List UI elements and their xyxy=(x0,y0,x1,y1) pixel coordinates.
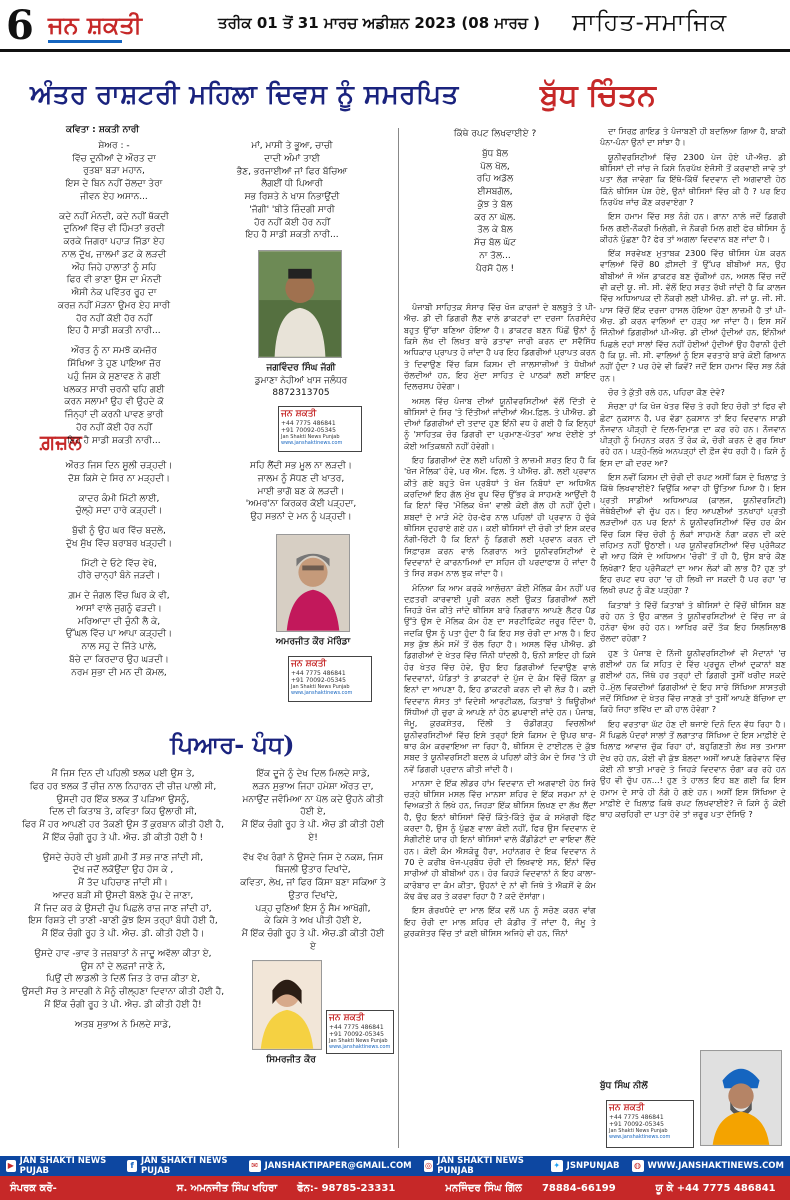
globe-icon: ◍ xyxy=(632,1160,644,1172)
article-paragraph: ਅਸਲ ਵਿੱਚ ਪੰਜਾਬ ਦੀਆਂ ਯੂਨੀਵਰਸਿਟੀਆਂ ਵੱਲੋਂ ਦਿੱਤੀ ਦੇ ਥੀਸਿਸਾਂ ਦੇ ਸਿਰ 'ਤੇ ਦਿੱਤੀਆਂ ਜਾਂਦੀਆਂ ਐਮ.ਫ਼ਿਲ. ਤੇ ਪੀਐਚ. ਡੀ ਦੀਆਂ ਡਿਗਰੀਆਂ ਦੀ ਤਦਾਦ ਹੁਣ ਇੰਨੀ ਵਧ ਹੋ ਗਈ ਹੈ ਕਿ ਇਨ੍ਹਾਂ ਨੂੰ 'ਸਾਹਿਤਕ ਚੋਰ ਡਿਗਰੀ ਦਾ ਪ੍ਰਮਾਣ-ਪੱਤਰ' ਆਖ ਦੇਈਏ ਤਾਂ ਕੋਈ ਅਤਿਕਥਨੀ ਨਹੀਂ ਹੋਵੇਗੀ। xyxy=(404,395,596,451)
ghazal-line: ਸਹਿ ਲੈਂਦੀ ਸਭ ਮੂਲ ਨਾ ਲੜਦੀ। xyxy=(250,461,352,471)
poem-line: ਮੈਂ ਇੱਕ ਚੰਗੀ ਰੂਹ ਤੇ ਪੀ. ਐਚ.ਡੀ ਕੀਤੀ ਹੋਈ ਏ xyxy=(241,929,385,952)
poem-line: ਫਿਰ ਮੈਂ ਹਰ ਆਪਣੀ ਹਰ ਤੱਕਣੀ ਉਸ ਤੋਂ ਕੁਰਬਾਨ ਕੀਤੀ ਹੋਈ ਹੈ, xyxy=(22,820,224,831)
ghazal-line: ਉੱਘਲ ਵਿੱਚ ਪਾ ਆਪਾ ਕੜ੍ਹਦੀ। xyxy=(65,629,173,640)
poem-line: ਮੈਂ ਤੱਦ ਪਹਿਚਾਣ ਜਾਂਦੀ ਸੀ। xyxy=(78,878,168,889)
ad-phone-2: +91 70092-05345 xyxy=(329,1030,384,1038)
ghazal-line: ਨਰਮ ਸੁਭਾ ਦੀ ਮਨ ਦੀ ਕੋਮਲ, xyxy=(71,667,167,678)
verse-line: ਬੁੱਧ ਬੋਲ xyxy=(482,148,508,159)
ghazal-line: ਮਰਿਆਦਾ ਦੀ ਚੁੰਨੀ ਲੈ ਕੇ, xyxy=(77,616,161,627)
ghazal-poem-right xyxy=(226,460,376,524)
poem-line: ਕਦੇ ਨਹੀਂ ਮੰਨਦੀ, ਕਦੇ ਨਹੀਂ ਥੱਕਦੀ xyxy=(59,211,169,222)
ghazal-line: ਬੱਚੇ ਦਾ ਕਿਰਦਾਰ ਉਹ ਘੜਦੀ। xyxy=(69,654,169,665)
poem-line: ਪਿਉਂ ਦੀ ਲਾਡਲੀ ਤੇ ਦਿਲੋਂ ਜਿਤ ਤੇ ਰਾਜ਼ ਕੀਤਾ ਏ, xyxy=(46,974,200,985)
poem-line: ਪੜ੍ਹ ਚੁਣਿਆਂ ਇਸ ਨੂੰ ਸੈਮ ਆਖੋਗੀ, xyxy=(255,903,371,914)
social-footer xyxy=(0,1156,790,1176)
article-paragraph: ਯੂਨੀਵਰਸਿਟੀਆਂ ਵਿੱਚ 2300 ਪੇਜ ਹੋਏ ਪੀ-ਐਚ. ਡੀ ਥੀਸਿਸਾਂ ਦੀ ਜਾਂਚ ਜੇ ਕਿਸੇ ਨਿਰਪੱਖ ਏਜੰਸੀ ਤੋਂ ਕਰਵਾਈ ਜਾਵੇ ਤਾਂ ਪਤਾ ਲੱਗ ਜਾਵੇਗਾ ਕਿ ਇੱਥੇ-ਕਿੱਥੋਂ ਵਿਦਵਾਨ ਦੀ ਅਗਵਾਈ ਹੇਠ ਕਿੰਨੇ ਥੀਸਿਸ ਪੇਸ਼ ਹੋਏ, ਉਨਾਂ ਥੀਸਿਸਾਂ ਵਿੱਚ ਕੀ ਹੈ ? ਪਰ ਇਹ ਨਿਰਪੱਖ ਜਾਂਚ ਕੌਣ ਕਰਵਾਏਗਾ ? xyxy=(600,151,786,207)
footer-email-label: JANSHAKTIPAPER@GMAIL.COM xyxy=(264,1161,412,1171)
ghazal-line: ਜਾਲਮ ਨੂੰ ਸੋਧਣ ਦੀ ਖਾਤਰ, xyxy=(257,473,345,484)
ad-website: www.janshaktinews.com xyxy=(291,690,353,697)
poem-line: 'ਜੱਗੀ' 'ਬੀਤੇ ਜ਼ਿੰਦਗੀ ਸਾਰੀ xyxy=(249,204,335,215)
footer-instagram[interactable] xyxy=(418,1156,545,1176)
poem-line xyxy=(12,941,234,948)
poem-line xyxy=(14,338,214,345)
author-name: ਜਗਵਿੰਦਰ ਸਿੰਘ ਜੱਗੀ xyxy=(266,363,336,373)
ghazal-line xyxy=(14,583,224,590)
poem-line: ਉਸਦੀ ਸੋਚ ਤੇ ਸਾਦਗੀ ਨੇ ਮੈਨੂੰ ਚੀਲ੍ਹਣਾ ਦਿਵਾਨਾ ਕੀਤੀ ਹੋਈ ਹੈ, xyxy=(21,987,225,998)
poem-line: ਇਹ ਹੈ ਸਾਡੀ ਸ਼ਕਤੀ ਨਾਰੀ... xyxy=(67,435,161,446)
poem-line: ਉਸਦੇ ਹਾਵ -ਭਾਵ ਤੇ ਜਜ਼ਬਾਤਾਂ ਨੇ ਜਾਦੂ ਅਵੱਲਾ ਕੀਤਾ ਏ, xyxy=(34,948,212,959)
poem-line: ਕਰਨ ਸਲਾਮਾਂ ਉਹ ਵੀ ਉਹਦੇ ਕੋ xyxy=(64,397,164,408)
poem-line: ਮੈਂ ਜਿਸ ਦਿਨ ਦੀ ਪਹਿਲੀ ਝਲਕ ਪਈ ਉਸ ਤੇ, xyxy=(51,769,195,779)
contact-name-1: ਸ. ਅਮਨਜੀਤ ਸਿੰਘ ਖਹਿਰਾ xyxy=(176,1182,278,1194)
person-photo-icon xyxy=(253,961,321,1049)
verse-line: ਪੋਲ ਖੋਲ, xyxy=(480,161,510,172)
author-photo-jagwinder xyxy=(258,250,342,358)
poem-line: ਸਿੱਖਿਆ ਤੇ ਹੁਣ ਪਾਇਆ ਜ਼ੋਰ xyxy=(67,359,161,370)
person-photo-icon xyxy=(277,535,349,631)
poem-line xyxy=(14,204,214,211)
poem-line: ਦੁੱਖ ਜਦੋਂ ਲਕੋਉਂਦਾ ਉਹ ਹੱਸ ਕੇ , xyxy=(72,865,174,876)
author-name: ਬੁੱਧ ਸਿੰਘ ਨੀਲੋਂ xyxy=(600,1081,648,1091)
poem-line: ਨਾਲ ਦੁੱਖ, ਜ਼ਾਲਮਾਂ ਡਟ ਕੇ ਲੜਦੀ xyxy=(61,249,167,260)
ad-logo: ਜਨ ਸ਼ਕਤੀ xyxy=(609,1103,645,1113)
poem-line: ਵਿੱਚ ਦੁਨੀਆਂ ਦੇ ਔਰਤ ਦਾ xyxy=(72,153,156,164)
masthead xyxy=(0,0,790,52)
article-paragraph: ਇਸ ਗੋਰਖਧੰਦੇ ਦਾ ਮਾਲ ਇੱਕ ਵਲੋਂ ਪਨ ਨੂੰ ਸਚੋਣ ਕਰਨ ਵਾਂਗ ਇਹ ਚੋਰੀ ਦਾ ਮਾਲ ਸ਼ਹਿਰ ਦੀ ਕੰਡੀਰ ਤੋਂ ਜਾਂਦਾ ਹੈ, ਜੰਮੂ ਤੇ ਕੁਰਕਸ਼ੇਤਰ ਵਿੱਚ ਤਾਂ ਕਈ ਥੀਸਿਸ ਅਜਿਹੇ ਵੀ ਹਨ, ਜਿੰਨਾਂ xyxy=(404,905,596,938)
poem-line: ਕਰਜ਼ ਨਹੀਂ ਮੋੜਨਾ ਉਮਰ ਏਹ ਸਾਰੀ xyxy=(57,300,171,311)
poem-line: ਦੁਨਿਆਂ ਵਿੱਚ ਵੀ ਹਿੰਮਤਾਂ ਭਰਦੀ xyxy=(63,224,165,235)
ad-subtitle: Jan Shakti News Punjab xyxy=(291,684,350,691)
ghazal-line: ਦੋਸ਼ ਕਿਸੇ ਦੇ ਸਿਰ ਨਾ ਮੜ੍ਹਦੀ। xyxy=(68,473,170,484)
ad-phone-2: +91 70092-05345 xyxy=(609,1120,664,1128)
ad-subtitle: Jan Shakti News Punjab xyxy=(609,1128,668,1135)
author-photo-budh xyxy=(700,1050,782,1146)
footer-facebook-label: JAN SHAKTI NEWS PUJAB xyxy=(140,1156,228,1176)
contact-phone-1: ਫੋਨ:- 98785-23331 xyxy=(297,1182,396,1194)
piar-pandh-poem xyxy=(12,768,234,1032)
budh-intro-lines xyxy=(440,128,550,275)
poem-line: ਇਹ ਹੈ ਸਾਡੀ ਸ਼ਕਤੀ ਨਾਰੀ... xyxy=(67,326,161,337)
jan-shakti-ad-4 xyxy=(606,1100,694,1148)
poem-lines xyxy=(14,140,214,448)
poem-line: ਮੈਂ ਜਿਦ ਕਰ ਕੇ ਉਸਦੀ ਚੁੱਪ ਪਿਛਲੇ ਰਾਜ਼ ਜਾਣ ਜਾਂਦੀ ਹਾਂ, xyxy=(34,903,212,914)
budh-chintan-heading: ਬੁੱਧ ਚਿੰਤਨ xyxy=(540,78,656,113)
ad-logo: ਜਨ ਸ਼ਕਤੀ xyxy=(281,409,317,419)
article-paragraph: ਇੱਕ ਸਰਵੇਖਣ ਮੁਤਾਬਕ 2300 ਵਿੱਚ ਥੀਸਿਸ ਪੇਸ਼ ਕਰਨ ਵਾਲਿਆਂ ਵਿੱਚੋਂ 80 ਫ਼ੀਸਦੀ ਤੋਂ ਉੱਪਰ ਬੀਬੀਆਂ ਸਨ, ਉਹ ਬੀਬੀਆਂ ਜੋ ਅੱਜ ਡਾਕਟਰ ਬਣ ਚੁੱਕੀਆਂ ਹਨ, ਅਸਲ ਵਿੱਚ ਜਦੋਂ ਵੀ ਕਦੀ ਯੂ. ਜੀ. ਸੀ. ਵੱਲੋਂ ਇਹ ਸਰਤ ਰੱਖੀ ਜਾਂਦੀ ਹੈ ਕਿ ਕਾਲਜ ਵਿੱਚ ਅਧਿਆਪਕ ਦੀ ਨੌਕਰੀ ਲਈ ਪੀਐਚ. ਡੀ. ਜਾਂ ਯੂ. ਜੀ. ਸੀ. ਪਾਸ ਵਿੱਚੋਂ ਇੱਕ ਦਰਜਾ ਹਾਸਲ ਹੋਇਆ ਹੋਣਾ ਲਾਜ਼ਮੀ ਹੈ ਤਾਂ ਪੀ-ਐਚ. ਡੀ ਕਰਨ ਵਾਲਿਆਂ ਦਾ ਹੜ੍ਹ ਆ ਜਾਂਦਾ ਹੈ। ਇਸ ਸਮੇਂ ਜਿੰਨੀਆਂ ਡਿਗਰੀਆਂ ਪੀ-ਐਚ. ਡੀ ਦੀਆਂ ਹੁੰਦੀਆਂ ਹਨ, ਇੰਨੀਆਂ ਪਿਛਲੇ ਦਹਾਂ ਸਾਲਾਂ ਵਿੱਚ ਨਹੀਂ ਹੋਈਆਂ ਹੁੰਦੀਆਂ ਉਹ ਹੈਰਾਨੀ ਹੁੰਦੀ ਹੈ ਕਿ ਯੂ. ਜੀ. ਸੀ. ਵਾਲਿਆਂ ਨੂੰ ਇਸ ਵਰਤਾਰੇ ਬਾਰੇ ਕੋਈ ਗਿਆਨ ਨਹੀਂ ਹੁੰਦਾ ? ਪਰ ਹੋਵੇ ਵੀ ਕਿਵੇਂ? ਜਦੋਂ ਇਸ ਹਮਾਮ ਵਿੱਚ ਸਭ ਨੰਗੇ ਹਨ। xyxy=(600,248,786,383)
poem-line: ਮੈਂ ਇੱਕ ਚੰਗੀ ਰੂਹ ਤੇ ਪੀ. ਐਚ. ਡੀ. ਕੀਤੀ ਹੋਈ ਹੈ। xyxy=(41,929,205,940)
verse-line xyxy=(440,141,550,148)
column-divider xyxy=(398,128,399,1148)
contact-uk: ਯੂ ਕੇ +44 7775 486841 xyxy=(655,1182,776,1194)
footer-facebook[interactable] xyxy=(121,1156,242,1176)
author-place: ਡੁਮਾਣਾ ਨੇਹੀਆਂ ਖਾਸ ਜਲੰਧਰ xyxy=(254,375,348,386)
ghazal-line: ਦੁੱਖ ਸੁੱਖ ਵਿੱਚ ਬਰਾਬਰ ਖੜ੍ਹਦੀ। xyxy=(65,538,173,549)
footer-website[interactable] xyxy=(626,1156,790,1176)
ghazal-line: ਆਸਾਂ ਵਾਲੇ ਜੁਗਨੂੰ ਫੜਦੀ। xyxy=(76,603,162,614)
edition-date: ਤਰੀਕ 01 ਤੋਂ 31 ਮਾਰਚ ਅਡੀਸ਼ਨ 2023 (08 ਮਾਰਚ ) xyxy=(218,14,540,32)
poem-line: ਲੈਗਈਂ ਧੀ ਪਿਆਰੀ xyxy=(261,179,323,190)
author-name: ਸਿਮਰਜੀਤ ਕੌਰ xyxy=(266,1055,316,1065)
article-paragraph: ਮੰਨਿਆ ਕਿ ਆਮ ਕਰਕੇ ਆਲੋਚਨਾ ਕੋਈ ਮੌਲਿਕ ਕੰਮ ਨਹੀਂ ਪਰ ਦਫ਼ਤਰੀ ਕਾਰਵਾਈ ਪੂਰੀ ਕਰਨ ਲਈ ਉਕਤ ਡਿਗਰੀਆਂ ਲਈ ਜਿਹੜੇ ਖੋਜ ਕੀਤੇ ਜਾਂਦੇ ਥੀਸਿਸ ਬਾਰੇ ਨਿਗਰਾਨ ਆਪਣੇ ਲੈਟਰ ਪੈਡ ਉੱਤੇ ਉਸ ਦੇ ਮੌਲਿਕ ਕੰਮ ਹੋਣ ਦਾ ਸਰਟੀਫਿਕੇਟ ਜ਼ਰੂਰ ਦਿੰਦਾ ਹੈ, ਜਦਕਿ ਉਸ ਨੂੰ ਪਤਾ ਹੁੰਦਾ ਹੈ ਕਿ ਇਹ ਸਭ ਚੋਰੀ ਦਾ ਮਾਲ ਹੈ। ਇਹ ਸਭ ਕੁੱਝ ਲੰਮੇ ਸਮੇਂ ਤੋਂ ਚੱਲ ਰਿਹਾ ਹੈ। ਅਸਲ ਵਿੱਚ ਪੀਐਚ. ਡੀ ਡਿਗਰੀਆਂ ਦੇ ਖੇਤਰ ਵਿੱਚ ਜਿੰਨੀ ਧਾਂਦਲੀ ਹੈ, ਓਨੀ ਸ਼ਾਇਦ ਹੀ ਕਿਸੇ ਹੋਰ ਖੇਤਰ ਵਿੱਚ ਹੋਵੇ, ਉਹ ਇਹ ਡਿਗਰੀਆਂ ਦਿਵਾਉਣ ਵਾਲੇ ਵਿਦਵਾਨਾਂ, ਪੰਡਿਤਾਂ ਤੇ ਡਾਕਟਰਾਂ ਦੇ ਪੁੱਜ ਦੇ ਕੰਮ ਵਿੱਚੋਂ ਕਿੰਨਾ ਕੁ ਇਨਾਂ ਦਾ ਆਪਣਾ ਹੈ, ਇਹ ਡਾਕਟਰੀ ਕਰਨ ਦੀ ਵੀ ਲੋੜ ਹੈ। ਕਈ ਵਿਦਵਾਨ ਸੰਸਤ ਤਾਂ ਵਿਦੇਸ਼ੀ ਆਰਟੀਕਲ, ਕਿਤਾਬਾਂ ਤੇ ਥਿਊਰੀਆਂ ਸਿੱਧੀਆਂ ਹੀ ਚੁਰਾ ਕੇ ਆਪਣੇ ਨਾਂ ਹੇਠ ਛਪਵਾਈ ਜਾਂਦੇ ਹਨ। ਪੰਜਾਬ, ਜੰਮੂ, ਕੁਰਕਸ਼ੇਤਰ, ਦਿੱਲੀ ਤੇ ਚੰਡੀਗੜ੍ਹ ਵਿਚਲੀਆਂ ਯੂਨੀਵਰਸਿਟੀਆਂ ਵਿੱਚ ਇਸੇ ਤਰ੍ਹਾਂ ਇਸੇ ਕਿਸਮ ਦੇ ਉਪਰ ਥਾਰ-ਥਾਰ ਕੰਮ ਕਰਵਾਇਆ ਜਾ ਰਿਹਾ ਹੈ, ਥੀਸਿਸ ਦੇ ਟਾਈਟਲ ਦੇ ਕੁੱਝ ਸਬਦ ਤੇ ਯੂਨੀਵਰਸਿਟੀ ਬਦਲ ਕੇ ਪਹਿਲਾਂ ਕੀਤੇ ਕੰਮ ਦੇ ਸਿਰ 'ਤੇ ਹੀ ਨਵੇਂ ਡਿਗਰੀ ਪ੍ਰਦਾਨ ਕੀਤੀ ਜਾਂਦੀ ਹੈ। xyxy=(404,582,596,774)
piar-pandh-heading: ਪਿਆਰ- ਪੰਧ) xyxy=(170,730,295,759)
verse-line: ਨਾ ਤੋਲ... xyxy=(479,250,511,261)
poem-line: ਸ਼ੇਅਰ : - xyxy=(98,140,130,151)
poem-line: ਰੁਤਬਾ ਬੜਾ ਮਹਾਨ, xyxy=(83,166,145,177)
poem-line: ਜੀਵਨ ਏਹ ਅਸਾਨ... xyxy=(80,191,148,202)
poem-line: ਹੋਰ ਨਹੀਂ ਕੋਈ ਹੋਰ ਨਹੀਂ xyxy=(254,217,330,228)
ghazal-line: ਕਾਦਰ ਕੰਮੀ ਮਿੱਟੀ ਲਾਈ, xyxy=(78,493,160,504)
footer-instagram-label: JAN SHAKTI NEWS PUNJAB xyxy=(437,1156,524,1176)
poem-shakti-nari xyxy=(14,124,214,447)
footer-twitter-label: JSNPUNJAB xyxy=(566,1161,620,1171)
ghazal-line: ਗ਼ਮ ਦੇ ਜੰਗਲ ਵਿੱਚ ਘਿਰ ਕੇ ਵੀ, xyxy=(68,591,170,602)
poem-line: ਪਹੁੰ ਜਿਸ ਕੇ ਸੁਣਾਵਣ ਨੇ ਗਈ xyxy=(67,371,161,382)
poem-line: ਕੇ ਕਿਸੇ ਤੇ ਅਖ ਪੀਤੀ ਹੋਈ ਏ, xyxy=(264,916,362,927)
poem-lines-right xyxy=(222,140,362,242)
poem-line: ਫਿਰ ਹਰ ਝਲਕ ਤੋਂ ਚੀਜ਼ ਨਾਲ ਨਿਹਾਰਨ ਦੀ ਚੀਜ਼ ਪਾਲੀ ਸੀ, xyxy=(29,781,217,792)
jan-shakti-ad-2 xyxy=(288,656,372,702)
ghazal-line xyxy=(14,486,224,493)
author-phone: 8872313705 xyxy=(272,388,330,399)
poem-line: ਅਤਬ ਸੁਭਾਅ ਨੇ ਮਿਲਦੇ ਸਾਡੇ, xyxy=(74,1019,172,1030)
poem-line: ਜਿੰਨ੍ਹਾਂ ਦੀ ਕਰਨੀ ਪਾਵਣ ਭਾਰੀ xyxy=(64,410,164,421)
poem-line: ਖਲਕਤ ਸਾਰੀ ਚਰਨੀ ਢਹਿ ਗਈ xyxy=(63,384,165,395)
poem-line: ਇਸ ਰਿਸ਼ਤੇ ਦੀ ਤਾਣੀ -ਬਾਣੀ ਕੁੱਝ ਇਸ ਤਰ੍ਹਾਂ ਬੰਧੀ ਹੋਈ ਹੈ, xyxy=(28,916,218,927)
poem-line: ਔਰਤ ਨੂੰ ਨਾ ਸਮਝੋ ਕਮਜ਼ੋਰ xyxy=(71,346,157,357)
author-caption-amarjit xyxy=(248,636,378,649)
ad-subtitle: Jan Shakti News Punjab xyxy=(281,434,340,441)
poem-line: ਮੈਂ ਇੱਕ ਚੰਗੀ ਰੂਹ ਤੇ ਪੀ. ਐਚ. ਡੀ ਕੀਤੀ ਹੋਈ ਹੈ ! xyxy=(42,832,204,843)
ad-phone-2: +91 70092-05345 xyxy=(281,426,336,434)
ghazal-line: ਮਿੱਟੀ ਦੇ ਓਟੇ ਵਿੱਚ ਵੇਖੋ, xyxy=(81,558,157,569)
poem-line: ਕਰਕੇ ਜਿਗਰਾ ਪਹਾੜ ਜਿੱਡਾ ਏਹ xyxy=(63,237,165,248)
footer-website-label: WWW.JANSHAKTINEWS.COM xyxy=(647,1161,784,1171)
verse-line: ਈਸਬਗੋਲ, xyxy=(477,187,513,198)
poem-line: ਉਸਦੇ ਚੇਹਰੇ ਦੀ ਖੁਸ਼ੀ ਗ਼ਮੀ ਤੋਂ ਸਭ ਜਾਣ ਜਾਂਦੀ ਸੀ, xyxy=(42,852,204,863)
budh-intro-verse xyxy=(440,128,550,275)
budh-col1-paragraphs xyxy=(404,302,596,939)
poem-line: ਭੈਣ, ਭਰਜਾਈਆਂ ਜਾਂ ਫਿਰ ਬੱਚਿਆ xyxy=(236,166,348,177)
piar-pandh-poem-right xyxy=(238,768,388,954)
poem-line: ਫਿਰ ਵੀ ਭਾਣਾ ਉਸ ਦਾ ਮੰਨਦੀ xyxy=(66,275,162,286)
author-photo-amarjit xyxy=(276,534,350,632)
ghazal-lines xyxy=(14,460,224,679)
ad-phone-1: +44 7775 486841 xyxy=(329,1023,384,1031)
piar-lines-right xyxy=(238,768,388,954)
poem-line: ਐਸੀ ਨੇਕ ਪਵਿੱਤਰ ਰੂਹ ਦਾ xyxy=(71,288,157,299)
contact-label: ਸੰਪਰਕ ਕਰੋ- xyxy=(10,1182,57,1194)
ad-subtitle: Jan Shakti News Punjab xyxy=(329,1038,388,1045)
article-paragraph: ਮਾਨਸਾ ਦੇ ਇੱਕ ਲੀਡਰ ਹਾਂਮ ਵਿਦਵਾਨ ਦੀ ਅਗਵਾਈ ਹੇਠ ਸਿਰੇ ਚੜ੍ਹੇ ਥੀਸਿਸ ਮਸਲ ਵਿੱਚ ਮਾਨਸਾ ਸ਼ਹਿਰ ਦੇ ਇੱਕ ਸਰਮਾ ਨਾਂ ਦੇ ਵਿਅਕਤੀ ਨੇ ਲਿਖੇ ਹਨ, ਜਿਹੜਾ ਇੱਕ ਥੀਸਿਸ ਲਿਖਣ ਦਾ ਲੱਖ ਲੈਂਦਾ ਹੈ, ਉਹ ਇਨਾਂ ਥੀਸਿਸਾਂ ਵਿੱਚੋਂ ਕਿੰਤੇ-ਕਿੰਤੇ ਚੁੱਕ ਕੇ ਸਮੱਗਰੀ ਫਿੱਟ ਕਰਦਾ ਹੈ, ਉਸ ਨੂੰ ਪੁੱਛਣ ਵਾਲਾ ਕੋਈ ਨਹੀਂ, ਫਿਰ ਉਸ ਵਿਦਵਾਨ ਦੇ ਸੰਗੀਟੀਏ ਯਾਰ ਹੀ ਇਨਾਂ ਥੀਸਿਸਾਂ ਵਾਲੇ ਕੈਂਡੀਡੇਟਾਂ ਦਾ ਵਾਇਵਾ ਲੈਂਦੇ ਹਨ। ਕੋਈ ਕੰਮ ਐਸਕੋਰੂ ਹੈਰਾ, ਮਹਾਂਨਗਰ ਦੇ ਇਕ ਵਿਦਵਾਨ ਨੇ 70 ਦੇ ਕਰੀਬ ਖੋਜ-ਪ੍ਰਬੰਧ ਚੋਰੀ ਦੀ ਲਿਖਵਾਏ ਸਨ, ਇੰਨਾਂ ਵਿੱਚ ਸਾਰੀਆਂ ਹੀ ਬੀਬੀਆਂ ਹਨ। ਹੋਰ ਕਿਹੜੇ ਵਿਦਵਾਨਾਂ ਨੇ ਇਹ ਕਾਲਾ-ਕਾਰੋਬਾਰ ਦਾ ਕੰਮ ਕੀਤਾ, ਉਹਨਾਂ ਦੇ ਨਾਂ ਵੀ ਜਿਥੇ ਤੇ ਐਕਸੋਂ ਵੇ ਕੰਮ ਕੱਢ ਕੱਢ ਕਰ ਤੇ ਕਰਵਾ ਰਿਹਾ ਹੈ ? ਕਦੋ ਦੱਸਾਂਗਾ। xyxy=(404,777,596,901)
poem-line: ਇਹ ਹੈ ਸਾਡੀ ਸ਼ਕਤੀ ਨਾਰੀ... xyxy=(245,230,339,241)
verse-line: ਪੈਰਸੋ ਹੋਲ ! xyxy=(475,263,515,274)
article-paragraph: ਪੰਜਾਬੀ ਸਾਹਿਤਕ ਸੰਸਾਰ ਵਿੱਚ ਖੋਜ ਕਾਰਜਾਂ ਦੇ ਬਲਬੂਤੇ ਤੇ ਪੀ-ਐਚ. ਡੀ ਦੀ ਡਿਗਰੀ ਲੈਣ ਵਾਲੇ ਡਾਕਟਰਾਂ ਦਾ ਦਰਜਾ ਨਿਰਸੰਦੇਹ ਬਹੁਤ ਉੱਚਾ ਬਣਿਆ ਹੋਇਆ ਹੈ। ਡਾਕਟਰ ਬਣਨ ਪਿੱਛੋਂ ਉਨਾਂ ਨੂੰ ਕਿਸੇ ਲੇਖ ਦੀ ਲਿਖਤ ਬਾਰੇ ਡਤਾਵਾ ਜਾਰੀ ਕਰਨ ਦਾ ਸਵੈਸਿੱਧ ਅਧਿਕਾਰ ਪ੍ਰਾਪਤ ਹੋ ਜਾਂਦਾ ਹੈ ਪਰ ਇਹ ਡਿਗਰੀਆਂ ਪ੍ਰਾਪਤ ਕਰਨ ਤੇ ਦਿਵਾਉਣ ਵਿੱਚ ਕਿਸ ਕਿਸਮ ਦੀ ਜਾਲਸਾਜ਼ੀਆਂ ਤੇ ਧੋਖੀਆਂ ਚੱਲਦੀਆਂ ਹਨ, ਇਹ ਮੁੱਦਾ ਸਾਹਿਤ ਦੇ ਪਾਠਕਾਂ ਲਈ ਸ਼ਾਇਦ ਦਿਲਚਸਪ ਹੋਵੇਗਾ। xyxy=(404,302,596,392)
article-paragraph: ਇਹ ਵਰਤਾਰਾ ਘੱਟ ਹੋਣ ਦੀ ਥਜਾਏ ਦਿਨੋ ਦਿਨ ਵੱਧ ਰਿਹਾ ਹੈ। ਮੈਂ ਪਿਛਲੇ ਪੰਦਰਾਂ ਸਾਲਾਂ ਤੋਂ ਲਗਾਤਾਰ ਸਿੱਖਿਆ ਦੇ ਇਸ ਮਾਫ਼ੀਏ ਦੇ ਖ਼ਿਲਾਫ਼ ਆਵਾਜ਼ ਚੁੱਕ ਰਿਹਾ ਹਾਂ, ਬਹੁਗਿਣਤੀ ਲੇਖ ਸਭ ਤਮਾਸਾ ਦੇਖ ਰਹੇ ਹਨ, ਕੋਈ ਵੀ ਕੁੱਝ ਬੋਲਦਾ ਅਸੀਂ ਆਪਣੇ ਗਿਰੇਵਾਨ ਵਿੱਚ ਕੋਈ ਨੀ ਝਾਤੀ ਮਾਰਦੇ ਤੇ ਜਿਹੜੇ ਵਿਦਵਾਨ ਚੰਗਾ ਕਰ ਰਹੇ ਹਨ ਉਹ ਵੀ ਚੁੱਪ ਹਨ...! ਹੁਣ ਤੇ ਹਾਲਤ ਇਹ ਬਣ ਗਈ ਕਿ ਇਸ ਹਮਾਮ ਦੇ ਸਾਰੇ ਹੀ ਨੰਗੇ ਹੋ ਗਏ ਹਨ। ਅਸੀਂ ਇਸ ਸਿੱਖਿਆ ਦੇ ਮਾਫ਼ੀਏ ਦੇ ਖ਼ਿਲਾਫ਼ ਕਿਥੇ ਰਪਟ ਲਿਖਵਾਈਏ? ਜੋ ਕਿਸੇ ਨੂੰ ਕੋਈ ਥਾਹ ਕਚਹਿਰੀ ਦਾ ਪਤਾ ਹੋਵੇ ਤਾਂ ਜ਼ਰੂਰ ਪਤਾ ਦੱਸਿਓ ? xyxy=(600,718,786,820)
verse-line: ਕਿੱਥੇ ਰਪਟ ਲਿਖਵਾਈਏ ? xyxy=(453,129,537,139)
ghazal-heading: ਗ਼ਜ਼ਲ xyxy=(40,430,82,454)
ad-logo: ਜਨ ਸ਼ਕਤੀ xyxy=(291,659,327,669)
verse-line: ਕੁੱਝ ਤੇ ਬੋਲ xyxy=(477,199,513,210)
article-paragraph: ਦਾ ਸਿਰਫ਼ ਗਾਇਡ ਤੇ ਪੰਜਾਬਣੀ ਹੀ ਬਦਲਿਆ ਗਿਆ ਹੈ, ਬਾਕੀ ਪੰਨਾ-ਪੰਨਾ ਉਨਾਂ ਦਾ ਸਾਂਝਾ ਹੈ। xyxy=(600,126,786,148)
budh-article-col1 xyxy=(404,302,596,942)
contact-footer xyxy=(0,1176,790,1200)
poem-line: ਦਾਦੀ ਅੰਮਾਂ ਤਾਈ xyxy=(264,153,320,164)
poem-line: ਕਵਿਤਾ, ਲੇਖ, ਜਾਂ ਫਿਰ ਕਿੱਸਾ ਬਣਾ ਸਕਿਆ ਤੇ ਉਤਾਰ ਦਿਖਾਂਦੇ, xyxy=(240,878,386,901)
logo-underline xyxy=(48,40,122,43)
author-name: ਅਮਰਜੀਤ ਕੌਰ ਮੋਰਿੰਡਾ xyxy=(275,637,351,647)
youtube-icon: ▶ xyxy=(7,1161,14,1170)
ad-phone-1: +44 7775 486841 xyxy=(291,669,346,677)
poem-line: ਮੈਂ ਇੱਕ ਚੰਗੀ ਰੂਹ ਤੇ ਪੀ. ਐਚ. ਡੀ ਕੀਤੀ ਹੋਈ ਹੈ! xyxy=(44,1000,202,1011)
ghazal-line: ਨਾਲ ਸਹੁ ਦੇ ਜਿੱਤੇ ਪਾਲੇ, xyxy=(81,642,157,653)
ghazal-line: 'ਅਮਰ'ਨਾ ਕਿਰਕਰ ਕੋਈ ਪੜ੍ਹਦਾ, xyxy=(245,499,357,510)
poem-line: ਮੈਂ ਇੱਕ ਚੰਗੀ ਰੂਹ ਤੇ ਪੀ. ਐਚ ਡੀ ਕੀਤੀ ਹੋਈ ਏ! xyxy=(241,820,385,843)
verse-line: ਕਰ ਨਾ ਘੋਲ. xyxy=(474,212,516,223)
page-number: 6 xyxy=(6,2,34,49)
logo-text: ਜਨ ਸ਼ਕਤੀ xyxy=(48,10,142,39)
poem-line: ਹੋਰ ਨਹੀਂ ਕੋਈ ਹੋਰ ਨਹੀਂ xyxy=(76,313,152,324)
article-paragraph: ਹੁਣ ਤੇ ਪੰਜਾਬ ਦੇ ਨਿੱਜੀ ਯੂਨੀਵਰਸਿਟੀਆਂ ਵੀ ਮੈਦਾਨਾਂ 'ਚ ਗਈਆਂ ਹਨ ਕਿ ਸਹਿਤ ਦੇ ਵਿੱਚ ਪ੍ਰਚੂਨ ਦੀਆਂ ਦੁਕਾਨਾਂ ਬਣ ਗਈਆਂ ਹਨ, ਜਿੱਥੇ ਹਰ ਤਰ੍ਹਾਂ ਦੀ ਡਿਗਰੀ ਤੁਸੀਂ ਖਰੀਦ ਸਕਦੇ ਹੋ..ਮੁੱਲ ਵਿਕਦੀਆਂ ਡਿਗਰੀਆਂ ਦੇ ਇਹ ਸਾਰੇ ਸਿੱਖਿਆ ਸਾਸਤਰੀ ਜਦੋਂ ਸਿੱਖਿਆ ਦੇ ਖੇਤਰ ਵਿੱਚ ਜਾਣਗੇ ਤਾਂ ਤੁਸੀਂ ਆਪਣੇ ਬੱਚਿਆ ਦਾ ਕਿਹੋ ਜਿਹਾ ਭਵਿੱਖ ਦਾ ਕੀ ਹਾਲ ਹੋਵੇਗਾ ? xyxy=(600,647,786,715)
poem-line: ਦਿਲ ਦੀ ਕਿਤਾਬ ਤੇ, ਕਵਿਤਾ ਕਿਹ ਉਲਾਰੀ ਸੀ, xyxy=(49,807,197,818)
contact-name-2: ਮਨਜਿੰਦਰ ਸਿੰਘ ਗਿੱਲ xyxy=(445,1182,522,1194)
mail-icon: ✉ xyxy=(249,1160,261,1172)
poem-line: ਉਸ ਨਾਂ ਦੇ ਲਫ਼ਜਾਂ ਜਾਣੇ ਨੇ, xyxy=(80,961,166,972)
article-paragraph: ਇਸ ਹਮਾਮ ਵਿੱਚ ਸਭ ਨੰਗੇ ਹਨ। ਗਾਨਾ ਨਾਲੇ ਜਦੋਂ ਡਿਗਰੀ ਮਿਲ ਗਈ-ਨੌਕਰੀ ਮਿਲੇਗੀ, ਜੇ ਨੌਕਰੀ ਮਿਲ ਗਈ ਫੇਰ ਥੀਸਿਸ ਨੂੰ ਕੀਹਨੇ ਪੁੱਛਣਾ ਹੈ? ਫੇਰ ਤਾਂ ਅਗਲਾ ਵਿਦਵਾਨ ਬਣ ਜਾਂਦਾ ਹੈ। xyxy=(600,211,786,244)
poem-line xyxy=(238,845,388,852)
poem-line: ਉਸਦੀ ਹਰ ਇੱਕ ਝਲਕ ਤੋਂ ਪੜਿਆ ਉਸਨੂੰ, xyxy=(56,794,190,805)
poem-line: ਮਨਾਉਂਦ ਜਵੰਮਿਆ ਨਾ ਪੋਲ ਕਦੇ ਉਹਨੇ ਕੀਤੀ ਹੋਈ ਏ, xyxy=(242,794,384,818)
footer-email[interactable] xyxy=(243,1156,418,1176)
article-paragraph: ਇਹ ਡਿਗਰੀਆਂ ਦੇਣ ਲਈ ਪਹਿਲੀ ਤੇ ਲਾਜ਼ਮੀ ਸ਼ਰਤ ਇਹ ਹੈ ਕਿ 'ਖੋਜ ਮੌਲਿਕ' ਹੋਵੇ, ਪਰ ਐਮ. ਫਿਲ. ਤੇ ਪੀਐਚ. ਡੀ. ਲਈ ਪ੍ਰਵਾਨ ਕੀਤੇ ਗਏ ਬਹੁਤੇ ਖੋਜ ਪ੍ਰਬੰਧਾਂ ਤੇ ਖੋਜ ਨਿਬੰਧਾਂ ਦਾ ਅਧਿਐਨ ਕਰਦਿਆਂ ਇਹ ਗੱਲ ਮੁੱਖ ਰੂਪ ਵਿੱਚ ਉੱਭਰ ਕੇ ਸਾਹਮਣੇ ਆਉਂਦੀ ਹੈ ਕਿ ਇਨਾਂ ਵਿੱਚ 'ਮੌਲਿਕ ਖੋਜ' ਵਾਲੀ ਕੋਈ ਗੱਲ ਹੀ ਨਹੀਂ ਹੁੰਦੀ। ਸ਼ਬਦਾਂ ਦੇ ਮਾੜੇ ਮੋਟੇ ਹੇਰ-ਫੇਰ ਨਾਲ ਪਹਿਲਾਂ ਹੀ ਪ੍ਰਵਾਨ ਹੋ ਚੁੱਕੇ ਥੀਸਿਸ ਦੁਹਰਾਏ ਗਏ ਹਨ। ਕਈ ਥੀਸਿਸਾਂ ਦੀ ਚੋਰੀ ਤਾਂ ਇਸ ਕਦਰ ਨੰਗੀ-ਚਿੱਟੀ ਹੈ ਕਿ ਇਨਾਂ ਨੂੰ ਡਿਗਰੀ ਲਈ ਪ੍ਰਵਾਨ ਕਰਨ ਦੀ ਸਿਫ਼ਾਰਸ਼ ਕਰਨ ਵਾਲੇ ਨਿਗਰਾਨ ਅਤੇ ਯੂਨੀਵਰਸਿਟੀਆਂ ਦੇ ਵਿਦਵਾਨਾਂ ਦੇ ਕਾਰਨਾਮਿਆਂ ਦਾ ਸਹਿਜ ਹੀ ਪਰਦਾਫਾਸ਼ ਹੋ ਜਾਂਦਾ ਹੈ ਤੇ ਸਿਰ ਸ਼ਰਮ ਨਾਲ ਝੁਕ ਜਾਂਦਾ ਹੈ। xyxy=(404,455,596,579)
twitter-icon: ✦ xyxy=(551,1160,563,1172)
instagram-icon: ◎ xyxy=(424,1161,432,1170)
author-photo-simarjit xyxy=(252,960,322,1050)
poem-line: ਵੱਖ ਵੱਖ ਰੰਗਾਂ ਨੇ ਉਸਦੇ ਜਿਸ ਦੇ ਨਕਸ਼, ਜਿਸ ਬਿਜਲੀ ਉਤਾਰ ਦਿਖਾਂਦੇ, xyxy=(242,852,384,876)
poem-line: ਮਾਂ, ਮਾਸੀ ਤੇ ਭੂਆ, ਚਾਚੀ xyxy=(251,141,333,151)
article-paragraph: ਚੋਰ ਤੇ ਕੁੱਤੀ ਰਲੇ ਹਨ, ਪਹਿਰਾ ਕੌਣ ਦੇਵੇ? xyxy=(608,386,725,397)
ad-website: www.janshaktinews.com xyxy=(329,1044,391,1051)
ghazal-line: ਮਾਈ ਭਾਗੋ ਬਣ ਕੇ ਲੜਦੀ। xyxy=(257,486,345,497)
poem-line xyxy=(12,1012,234,1019)
section-title: ਸਾਹਿਤ-ਸਮਾਜਿਕ xyxy=(572,8,728,36)
ghazal-line xyxy=(14,551,224,558)
footer-twitter[interactable] xyxy=(545,1156,626,1176)
newspaper-logo xyxy=(48,10,142,39)
budh-article-col2 xyxy=(600,126,786,823)
womens-day-heading: ਅੰਤਰ ਰਾਸ਼ਟਰੀ ਮਹਿਲਾ ਦਿਵਸ ਨੂੰ ਸਮਰਪਿਤ xyxy=(30,80,459,110)
poem-line: ਇਸ ਦੇ ਬਿਨ ਨਹੀਂ ਚੱਲਦਾ ਤੇਰਾ xyxy=(65,179,163,190)
budh-col2-paragraphs xyxy=(600,126,786,820)
poem-title: ਕਵਿਤਾ : ਸ਼ਕਤੀ ਨਾਰੀ xyxy=(66,125,140,135)
person-photo-icon xyxy=(701,1051,781,1145)
poem-line xyxy=(12,845,234,852)
article-paragraph: ਇਸ ਨਵੀਂ ਕਿਸਮ ਦੀ ਚੋਰੀ ਦੀ ਰਪਟ ਅਸੀਂ ਕਿਸ ਦੇ ਖ਼ਿਲਾਫ਼ ਤੇ ਕਿੱਥੇ ਲਿਖਵਾਈਏ? ਵਿਉਂਕਿ ਆਵਾ ਹੀ ਊਤਿਆ ਪਿਆ ਹੈ। ਇਸ ਪ੍ਰਤੀ ਸਾਡੀਆਂ ਅਧਿਆਪਕ (ਕਾਲਜ, ਯੂਨੀਵਰਸਿਟੀ) ਜੱਥੇਬੰਦੀਆਂ ਵੀ ਚੁੱਪ ਹਨ। ਇਹ ਆਪਣੀਆਂ ਤਨਖਾਹਾਂ ਪ੍ਰਤੀ ਲੜਦੀਆਂ ਹਨ ਪਰ ਇਨਾਂ ਨੇ ਯੂਨੀਵਰਸਿਟੀਆਂ ਵਿੱਚ ਹਰ ਕੰਮ ਵਿੱਚ ਕਿਸ ਵਿੱਚ ਚੋਰੀ ਨੂੰ ਲੋਕਾਂ ਸਾਹਮਣੇ ਨੰਗਾ ਕਰਨ ਦੀ ਕਦੇ ਜ਼ਹਿਮਤ ਨਹੀਂ ਉਠਾਈ। ਪਰ ਯੂਨੀਵਰਸਿਟੀਆਂ ਵਿੱਚ ਪ੍ਰੋਜੈਕਟ ਵੀ ਆਹ ਕਿੱਸੇ ਦੇ ਅਧਿਆਮ 'ਚੋਰੀ' ਤੋਂ ਹੀ ਹੈ, ਉਸ ਬਾਰੇ ਕੌਣ ਲਿਖੇਗਾ? ਇਹ ਪ੍ਰੋਜੈਕਟਾਂ ਦਾ ਆਮ ਲੋਕਾਂ ਕੀ ਲਾਭ ਹੈ? ਹੁਣ ਤਾਂ ਇਹ ਰਪਟ ਵਧ ਰਹਾ 'ਚ ਹੀ ਲਿਖੀ ਜਾ ਸਕਦੀ ਹੈ ਪਰ ਰਹਾ 'ਚ ਲਿਖੀ ਰਪਟ ਨੂੰ ਕੌਣ ਪੜ੍ਹੇਗਾ ? xyxy=(600,472,786,596)
ghazal-line: ਔਰਤ ਜਿਸ ਦਿਨ ਸੂਲੀ ਚੜ੍ਹਦੀ। xyxy=(65,461,173,471)
footer-youtube-label: JAN SHAKTI NEWS PUJAB xyxy=(19,1156,107,1176)
verse-line: ਰਹਿ ਅਡੋਲ xyxy=(476,174,514,185)
jan-shakti-ad-3 xyxy=(326,1010,394,1054)
article-paragraph: ਕਿਤਾਬਾਂ ਤੇ ਵਿੱਚੋਂ ਕਿਤਾਬਾਂ ਤੇ ਥੀਸਿਸਾਂ ਦੇ ਵਿੱਚੋਂ ਥੀਸਿਸ ਬਣ ਰਹੇ ਹਨ ਤੇ ਉਹ ਕਾਲਜ ਤੇ ਯੂਨੀਵਰਸਿਟੀਆਂ ਦੇ ਵਿੱਚ ਜਾ ਕੇ ਹਨੇਰਾ ਢੋਅ ਰਹੇ ਹਨ। ਆਖ਼ਿਰ ਕਦੋਂ ਤੱਕ ਇਹ ਸਿਲਸਿਲਾ8 ਚੱਲਦਾ ਰਹੇਗਾ ? xyxy=(600,599,786,644)
person-photo-icon xyxy=(259,251,341,357)
ghazal-line: ਚੁੱਲ੍ਹੇ ਸਦਾ ਹਾਰੇ ਕੜ੍ਹਦੀ। xyxy=(75,506,163,517)
verse-line: ਤੋਲ ਕੇ ਬੋਲ xyxy=(477,225,513,236)
ghazal-lines-right xyxy=(226,460,376,524)
ad-website: www.janshaktinews.com xyxy=(281,440,343,447)
facebook-icon: f xyxy=(127,1160,137,1172)
ghazal-line xyxy=(14,518,224,525)
ghazal-poem xyxy=(14,460,224,679)
ghazal-line: ਬੁੱਢੀ ਨੂੰ ਉਹ ਘਰ ਵਿੱਚ ਬਦਲੇ, xyxy=(72,526,166,537)
poem-line: ਇੱਕ ਦੂਜੇ ਨੂੰ ਦੇਖ ਦਿਲ ਮਿਲਦੇ ਸਾਡੇ, xyxy=(256,769,370,779)
author-caption-jagwinder xyxy=(236,362,366,400)
poem-line: ਔਹ ਜਿਹੇ ਹਾਲਾਤਾਂ ਨੂੰ ਸਹਿ xyxy=(71,262,157,273)
poem-shakti-nari-right xyxy=(222,140,362,242)
poem-line: ਹੋਰ ਨਹੀਂ ਕੋਈ ਹੋਰ ਨਹੀਂ xyxy=(76,422,152,433)
ad-phone-1: +44 7775 486841 xyxy=(609,1113,664,1121)
piar-lines xyxy=(12,768,234,1032)
verse-line: ਸੱਚ ਬੋਲ ਘੱਟ xyxy=(474,238,516,249)
ghazal-line: ਉਹ ਸਭਨਾਂ ਦੇ ਮਨ ਨੂੰ ਪੜ੍ਹਦੀ। xyxy=(250,512,352,523)
article-paragraph: ਸੋਚਣਾ ਹਾਂ ਕਿ ਖੋਜ ਖੇਤਰ ਵਿੱਚ ਤੇ ਰਹੀ ਇਹ ਚੋਰੀ ਤਾਂ ਫਿਰ ਵੀ ਛੋਟਾ ਨੁਕਸਾਨ ਹੈ, ਪਰ ਵੱਡਾ ਨੁਕਸਾਨ ਤਾਂ ਇਹ ਵਿਦਵਾਨ ਸਾਡੀ ਨੌਜਵਾਨ ਪੀੜ੍ਹੀ ਦੇ ਦਿਲ-ਦਿਮਾਗ਼ ਦਾ ਕਰ ਰਹੇ ਹਨ। ਨੌਜਵਾਨ ਪੀੜ੍ਹੀ ਨੂੰ ਮਿਹਨਤ ਕਰਨ ਤੋਂ ਰੋਕ ਕੇ, ਚੋਰੀ ਕਰਨ ਦੇ ਗੁਰ ਸਿਖਾ ਰਹੇ ਹਨ। ਪੜ੍ਹੇ-ਲਿਖੇ ਅਨਪੜ੍ਹਾਂ ਦੀ ਫ਼ੌਜ ਵੱਧ ਰਹੀ ਹੈ। ਕਿਸੇ ਨੂੰ ਇਸ ਦਾ ਕੀ ਦਰਦ ਆ? xyxy=(600,401,786,468)
ad-phone-2: +91 70092-05345 xyxy=(291,676,346,684)
ad-website: www.janshaktinews.com xyxy=(609,1134,671,1141)
author-caption-simarjit xyxy=(236,1054,346,1067)
poem-line: ਆਦਰ ਬੜੀ ਸੀ ਉਸਦੀ ਬੋਲਣੇ ਚੁੱਪ ਦੇ ਜਾਣਾ, xyxy=(52,890,194,901)
ad-logo: ਜਨ ਸ਼ਕਤੀ xyxy=(329,1013,365,1023)
ghazal-line: ਹੀਰੇ ਚਾਨ੍ਹਾਂ ਬੰਨੇ ਜੜਦੀ। xyxy=(77,571,161,582)
jan-shakti-ad-1 xyxy=(278,406,362,452)
poem-line: ਲੜਨ ਸੁਭਾਅ ਜਿਹਾ ਹਮੇਸ਼ਾ ਔਰਤ ਦਾ, xyxy=(252,781,374,792)
footer-youtube[interactable] xyxy=(0,1156,121,1176)
contact-phone-2: 78884-66199 xyxy=(541,1182,616,1194)
poem-line: ਸਭ ਰਿਸ਼ਤੇ ਨੇ ਖਾਸ ਨਿਭਾਉਂਦੀ xyxy=(244,192,340,203)
ad-phone-1: +44 7775 486841 xyxy=(281,419,336,427)
